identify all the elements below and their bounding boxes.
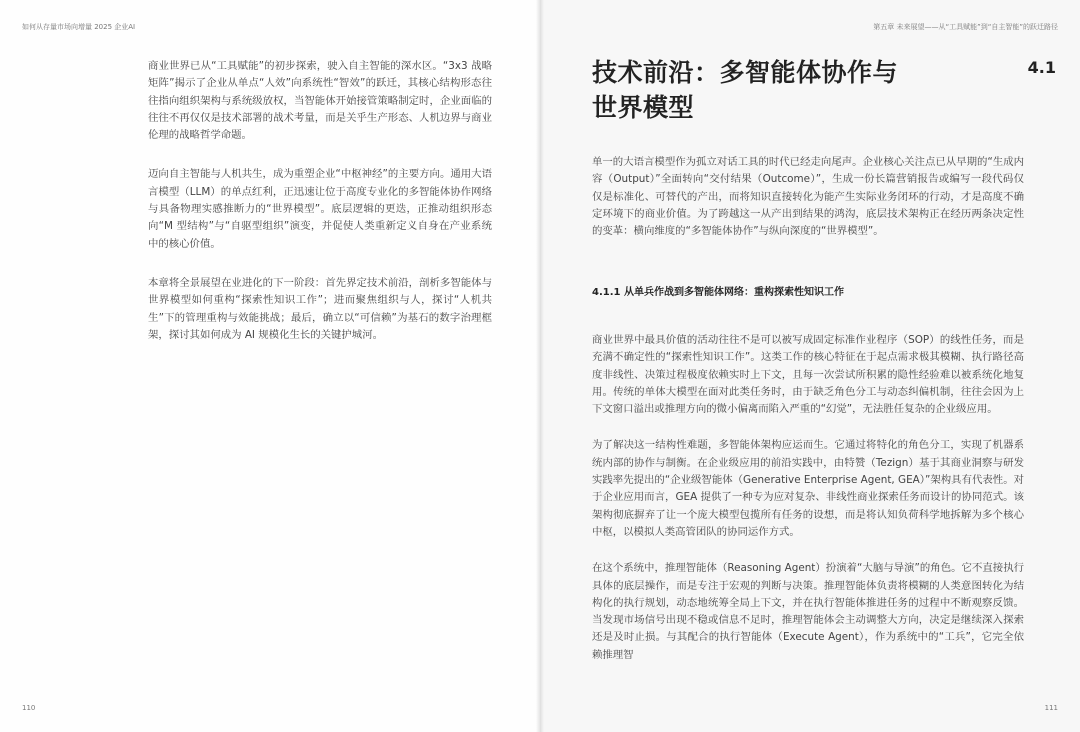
right-page — [540, 0, 1080, 732]
section-paragraph-2: 为了解决这一结构性难题，多智能体架构应运而生。它通过将特化的角色分工，实现了机器系统内部的协作与制衡。在企业级应用的前沿实践中，由特赞（Tezign）基于其商业洞察与研发实践率先提出的“企业级智能体（Generative Enterprise Agent, GEA）”架构具有代表性。对于企业应用而言，GEA 提供了一种专为应对复杂、非线性商业探索任务而设计的协同范式。该架构彻底摒弃了让一个庞大模型包揽所有任务的设想，而是将认知负荷科学地拆解为多个核心中枢，以模拟人类高管团队的协同运作方式。 — [592, 439, 1024, 538]
subsection-title: 4.1.1 从单兵作战到多智能体网络：重构探索性知识工作 — [592, 287, 844, 298]
left-paragraph-1: 商业世界已从“工具赋能”的初步探索，驶入自主智能的深水区。“3x3 战略矩阵”揭示了企业从单点“人效”向系统性“智效”的跃迁，其核心结构形态往往指向组织架构与系统级放权，当智能体开始接管策略制定时，企业面临的往往不再仅仅是技术部署的战术考量，而是关乎生产形态、人机边界与商业伦理的战略哲学命题。 — [148, 60, 492, 142]
left-running-head: 如何从存量市场向增量 2025 企业AI — [22, 23, 136, 31]
section-title: 技术前沿：多智能体协作与世界模型 — [592, 58, 899, 122]
section-number: 4.1 — [1027, 58, 1056, 77]
section-paragraph-3: 在这个系统中，推理智能体（Reasoning Agent）扮演着“大脑与导演”的角色。它不直接执行具体的底层操作，而是专注于宏观的判断与决策。推理智能体负责将模糊的人类意图转化为结构化的执行规划，动态地统筹全局上下文，并在执行智能体推进任务的过程中不断观察反馈。当发现市场信号出现不稳或信息不足时，推理智能体会主动调整大方向，决定是继续深入探索还是及时止损。与其配合的执行智能体（Execute Agent），作为系统中的“工兵”，它完全依赖推理智 — [592, 562, 1024, 661]
left-body — [148, 58, 492, 366]
left-paragraph-2: 迈向自主智能与人机共生，成为重塑企业“中枢神经”的主要方向。通用大语言模型（LLM）的单点红利，正迅速让位于高度专业化的多智能体协作网络与具备物理实感推断力的“世界模型”。底层逻辑的更迭，正推动组织形态向“M 型结构”与“自驱型组织”演变，并促使人类重新定义自身在产业系统中的核心价值。 — [148, 168, 492, 250]
left-page-number: 110 — [22, 704, 36, 712]
right-running-head: 第五章 未来展望——从“工具赋能”到“自主智能”的跃迁路径 — [873, 23, 1058, 31]
left-paragraph-3: 本章将全景展望在业进化的下一阶段：首先界定技术前沿，剖析多智能体与世界模型如何重构“探索性知识工作”；进而聚焦组织与人，探讨“人机共生”下的管理重构与效能挑战；最后，确立以“可信赖”为基石的数字治理框架，探讨其如何成为 AI 规模化生长的关键护城河。 — [148, 276, 492, 341]
subsection-body — [592, 332, 1024, 683]
right-page-number: 111 — [1044, 704, 1058, 712]
section-paragraph-1: 商业世界中最具价值的活动往往不是可以被写成固定标准作业程序（SOP）的线性任务，而是充满不确定性的“探索性知识工作”。这类工作的核心特征在于起点需求极其模糊、执行路径高度非线性、决策过程极度依赖实时上下文，且每一次尝试所积累的隐性经验难以被系统化地复用。传统的单体大模型在面对此类任务时，由于缺乏角色分工与动态纠偏机制，往往会因为上下文窗口溢出或推理方向的微小偏离而陷入严重的“幻觉”，无法胜任复杂的企业级应用。 — [592, 334, 1024, 416]
book-gutter — [536, 0, 544, 732]
intro-paragraph: 单一的大语言模型作为孤立对话工具的时代已经走向尾声。企业核心关注点已从早期的“生成内容（Output）”全面转向“交付结果（Outcome）”，生成一份长篇营销报告或编写一段代码仅仅是标准化、可替代的产出，而将知识直接转化为能产生实际业务闭环的行动，才是高度不确定环境下的商业价值。为了跨越这一从产出到结果的鸿沟，底层技术架构正在经历两条决定性的变革：横向维度的“多智能体协作”与纵向深度的“世界模型”。 — [592, 156, 1024, 238]
